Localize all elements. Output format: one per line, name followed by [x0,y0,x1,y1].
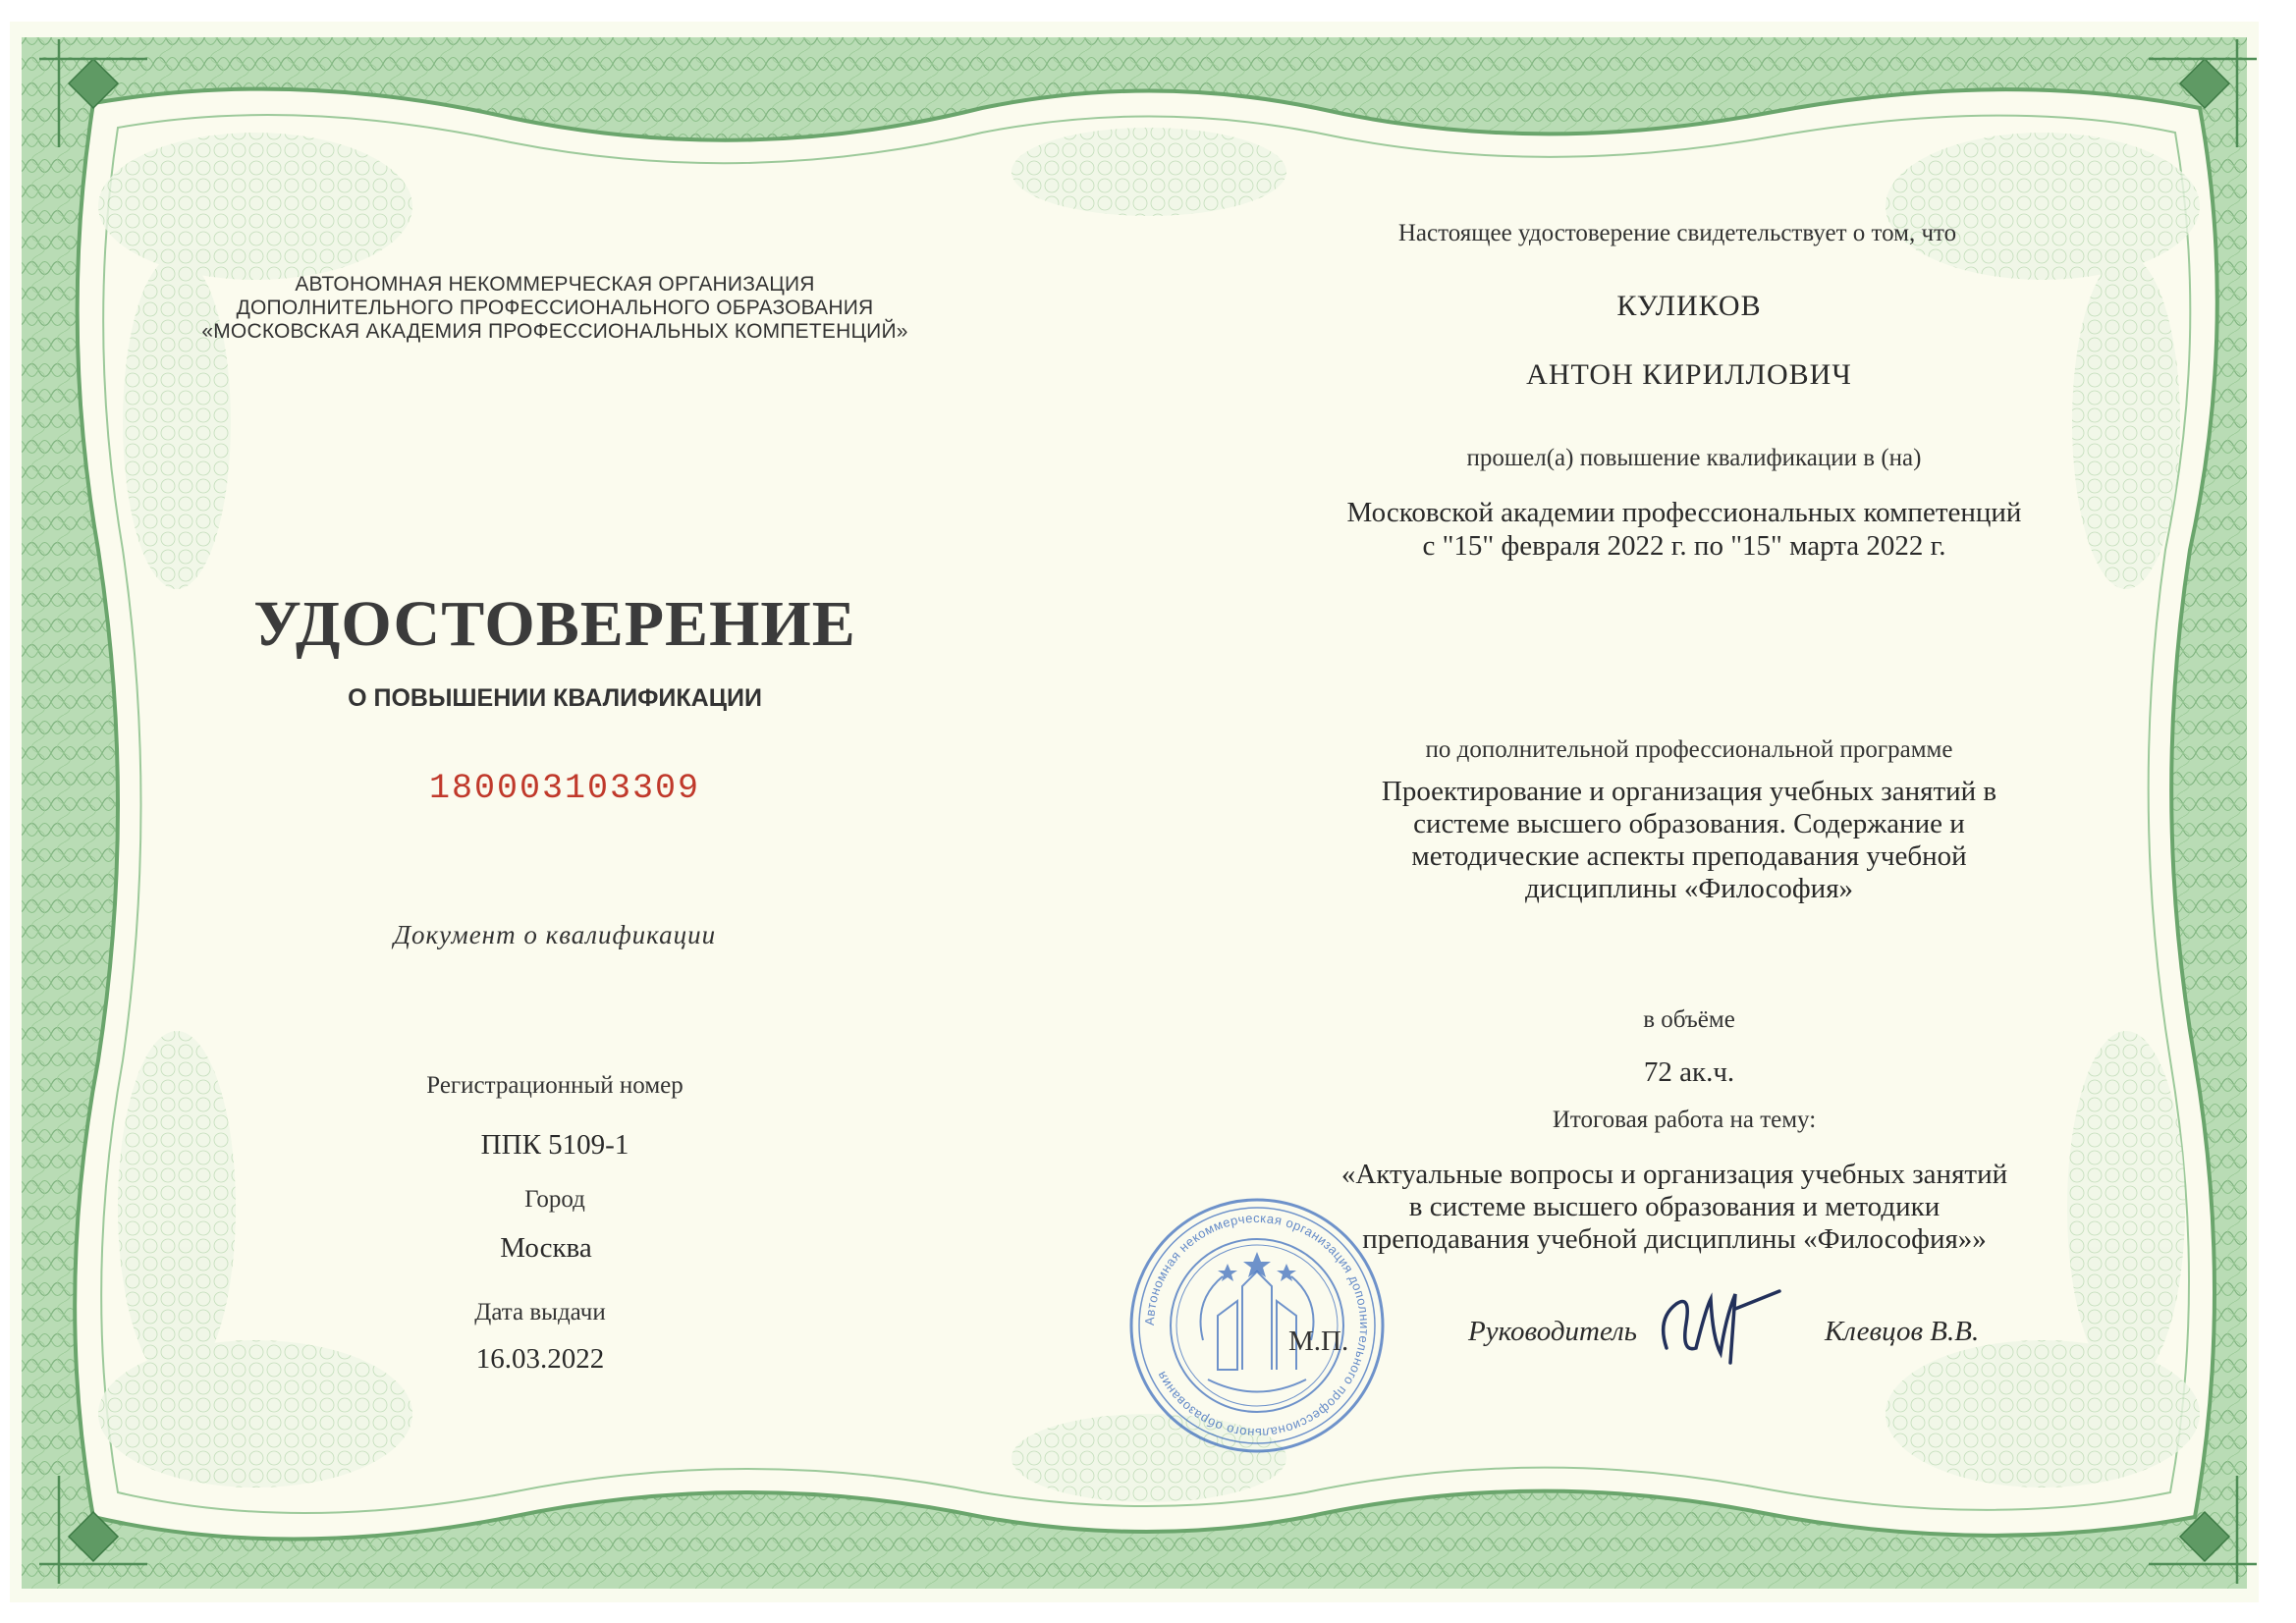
training-period: с "15" февраля 2022 г. по "15" марта 2022 г. [1422,530,1946,562]
final-work-label: Итоговая работа на тему: [1552,1107,1817,1133]
org-line-2: ДОПОЛНИТЕЛЬНОГО ПРОФЕССИОНАЛЬНОГО ОБРАЗОВАНИЯ [236,297,874,319]
final-work-line-3: преподавания учебной дисциплины «Философия»» [1362,1223,1987,1255]
passed-text: прошел(а) повышение квалификации в (на) [1466,445,1922,471]
volume-label: в объёме [1643,1006,1735,1033]
certificate-subtitle: О ПОВЫШЕНИИ КВАЛИФИКАЦИИ [348,684,762,712]
volume-value: 72 ак.ч. [1643,1056,1735,1088]
program-line-3: методические аспекты преподавания учебной [1411,840,1967,872]
certificate-title: УДОСТОВЕРЕНИЕ [253,588,856,660]
academy-name: Московской академии профессиональных компетенций [1346,497,2022,528]
holder-surname: КУЛИКОВ [1616,290,1762,322]
intro-text: Настоящее удостоверение свидетельствует о том, что [1397,220,1957,246]
org-line-3: «МОСКОВСКАЯ АКАДЕМИЯ ПРОФЕССИОНАЛЬНЫХ КОМПЕТЕНЦИЙ» [201,320,908,343]
holder-given-names: АНТОН КИРИЛЛОВИЧ [1526,358,1852,391]
head-label: Руководитель [1468,1316,1637,1347]
handwritten-signature [1652,1279,1789,1378]
head-name: Клевцов В.В. [1825,1316,1980,1347]
city: Москва [500,1232,592,1264]
final-work-line-1: «Актуальные вопросы и организация учебных занятий [1340,1159,2008,1190]
reg-number-label: Регистрационный номер [426,1072,683,1099]
serial-number: 180003103309 [428,769,701,808]
program-line-4: дисциплины «Философия» [1524,873,1854,904]
issue-date: 16.03.2022 [475,1343,605,1375]
program-line-2: системе высшего образования. Содержание и [1413,808,1965,839]
org-line-1: АВТОНОМНАЯ НЕКОММЕРЧЕСКАЯ ОРГАНИЗАЦИЯ [295,273,815,296]
program-line-1: Проектирование и организация учебных занятий в [1381,776,1997,807]
document-type: Документ о квалификации [393,920,717,949]
seal-mark: М.П. [1288,1325,1349,1357]
city-label: Город [524,1186,585,1213]
svg-text:Автономная некоммерческая орга: Автономная некоммерческая организация дополнительного профессионального образования [1141,1210,1373,1441]
program-label: по дополнительной профессиональной программе [1425,736,1953,763]
final-work-line-2: в системе высшего образования и методики [1408,1191,1941,1222]
reg-number: ППК 5109-1 [480,1129,629,1161]
issue-date-label: Дата выдачи [474,1299,606,1325]
official-stamp [1124,1193,1390,1458]
